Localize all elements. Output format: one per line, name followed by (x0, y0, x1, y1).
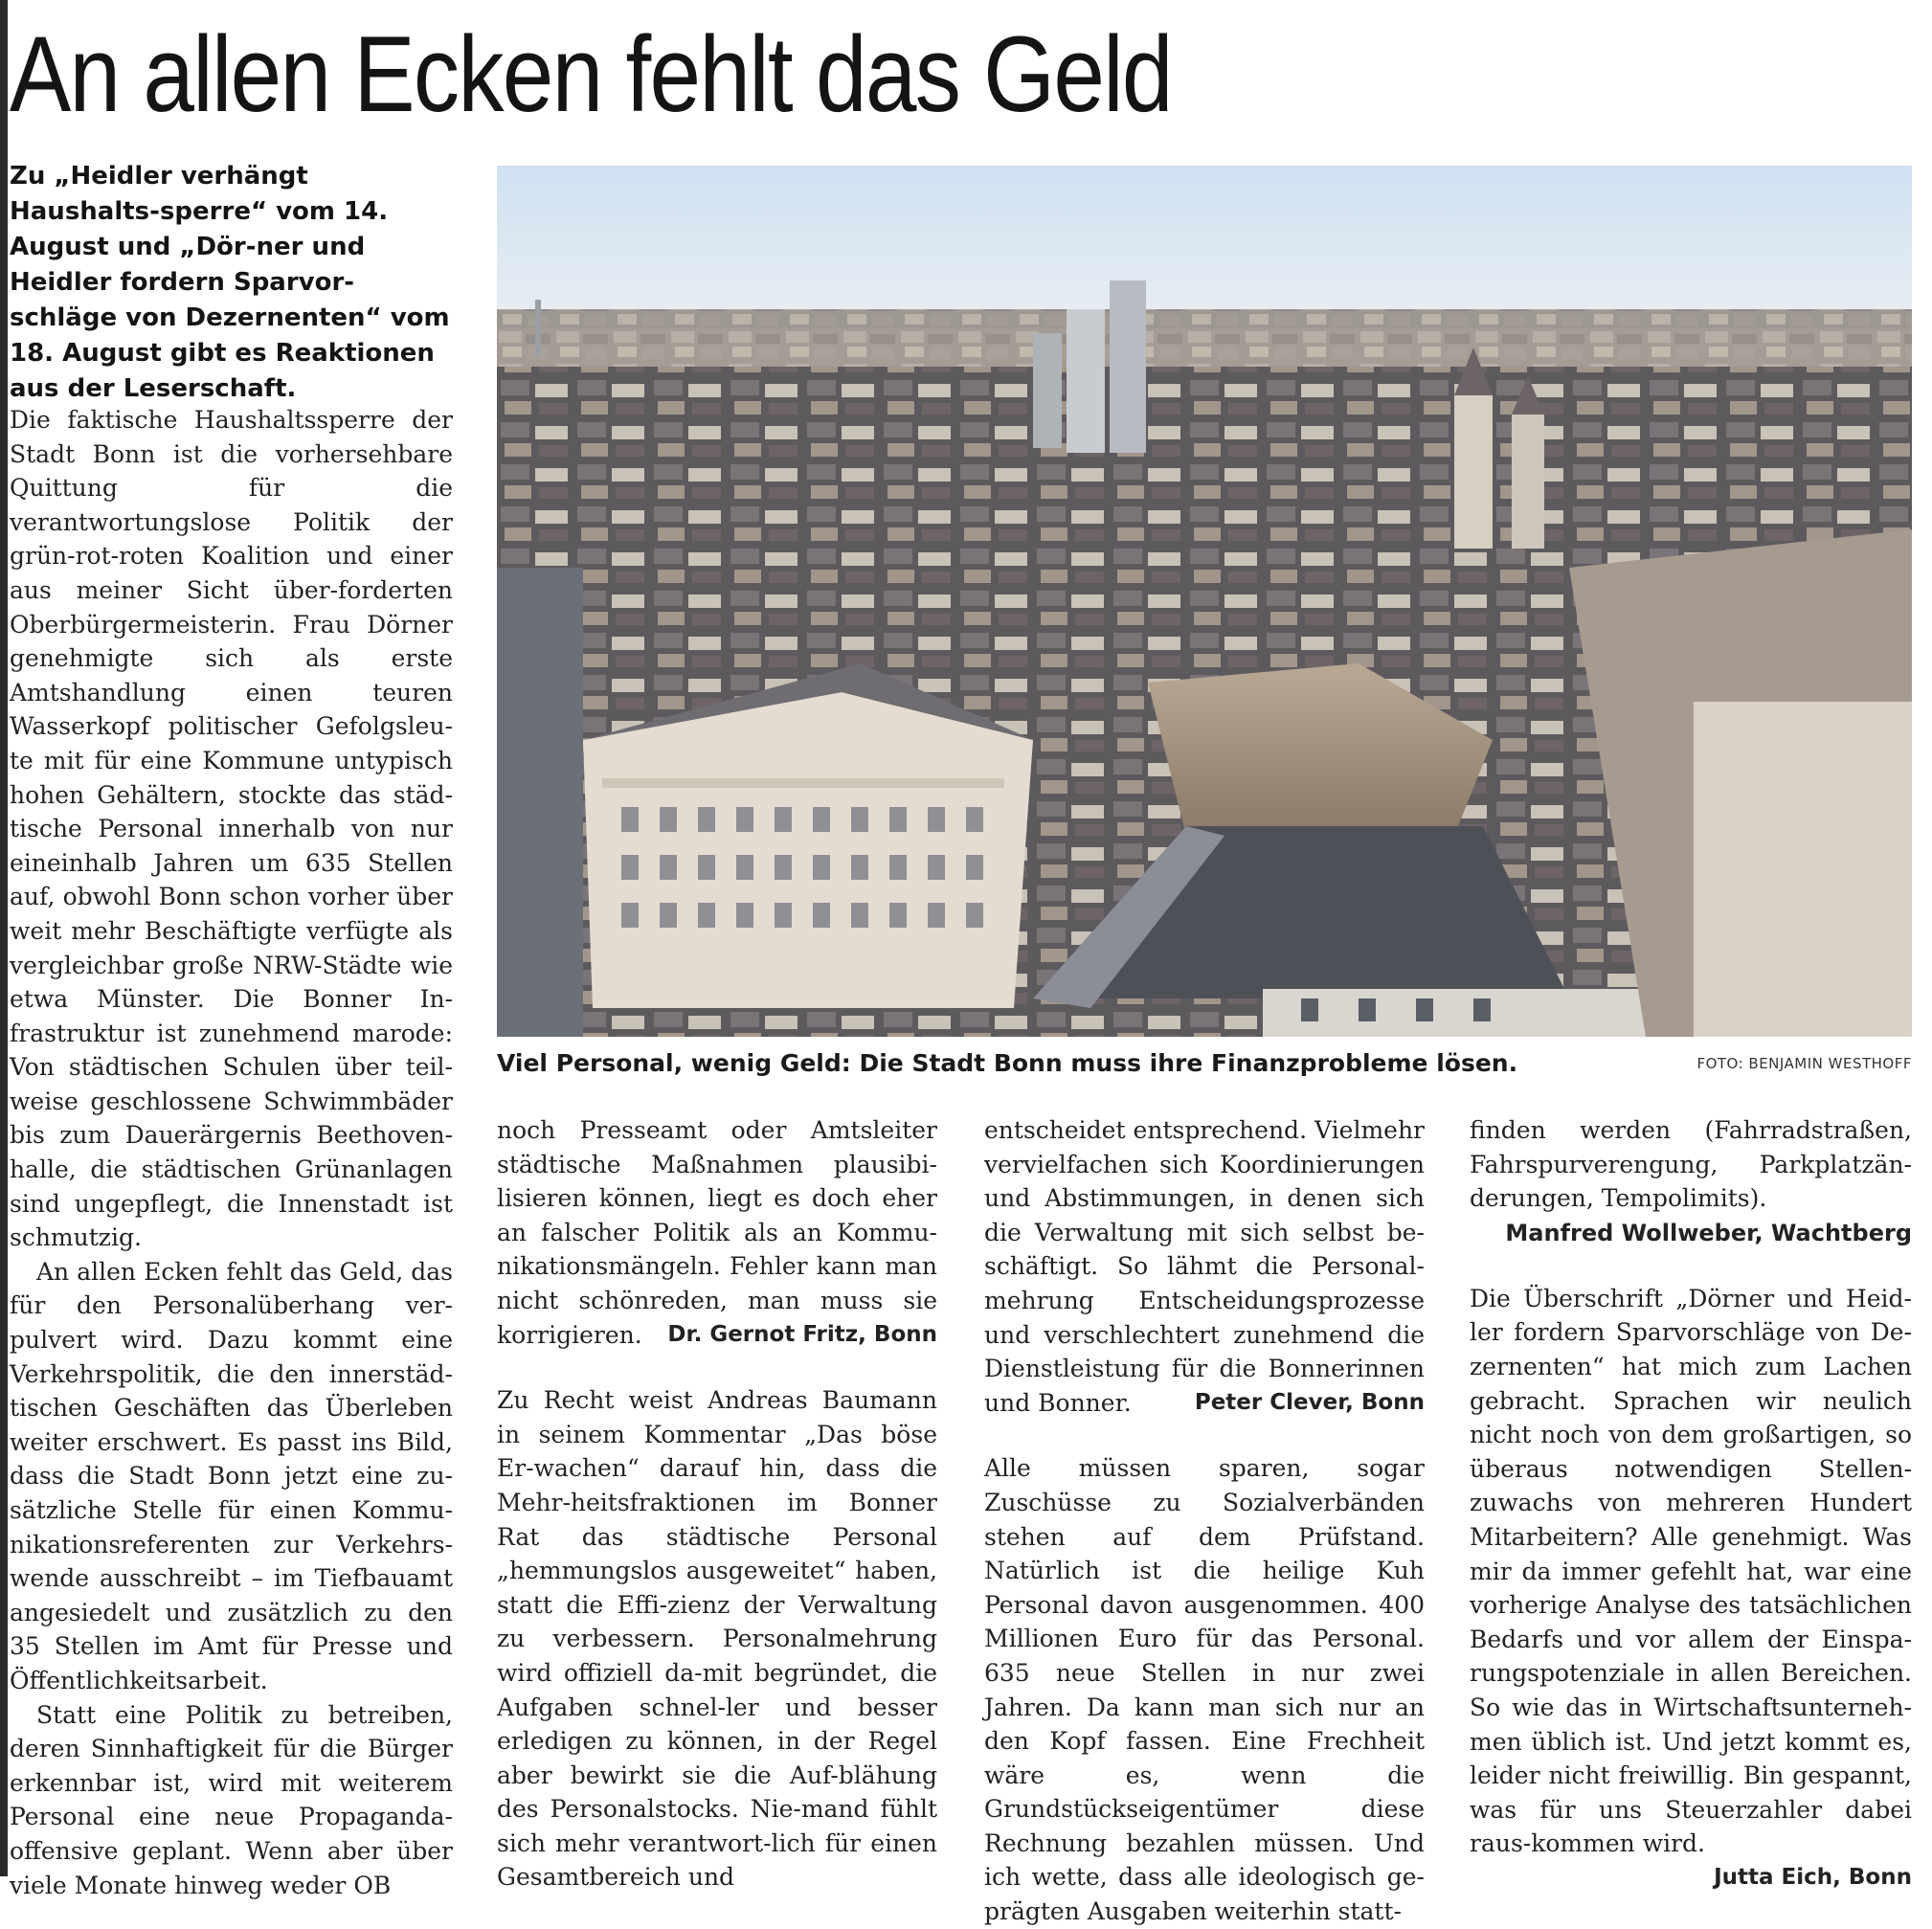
letter-wollweber-paragraph-1: Die faktische Haushaltssperre der Stadt Bonn ist die vorhersehbare Quittung für die verantwortungslose Politik der grün-rot-roten Koalition und einer aus meiner Sicht über-forderten Oberbürgermeisterin. Frau Dörner genehmigte sich als erste Amtshandlung einen teuren Wasserkopf politischer Gefolgsleu-te mit für eine Kommune untypisch hohen Gehältern, stockte das städ-tische Personal innerhalb von nur eineinhalb Jahren um 635 Stellen auf, obwohl Bonn schon vorher über weit mehr Beschäftigte verfügte als vergleichbar große NRW-Städte wie etwa Münster. Die Bonner In-frastruktur ist zunehmend marode: Von städtischen Schulen über teil-weise geschlossene Schwimmbäder bis zum Dauerärgernis Beethoven-halle, die städtischen Grünanlagen sind ungepflegt, die Innenstadt ist schmutzig. (10, 406, 453, 1252)
photo-caption: Viel Personal, wenig Geld: Die Stadt Bonn muss ihre Finanzprobleme lösen. (497, 1049, 1518, 1077)
letter-clever-paragraph-1: Zu Recht weist Andreas Baumann in seinem Kommentar „Das böse Er-wachen“ darauf hin, dass die Mehr-heitsfraktionen im Bonner Rat das städtische Personal „hemmungslos ausgeweitet“ haben, statt die Effi-zienz der Verwaltung zu verbessern. Personalmehrung wird offiziell da-mit begründet, die Aufgaben schnel-ler und besser erledigen zu können, in der Regel aber bewirkt sie die Auf-blähung des Personalstocks. Nie-mand fühlt sich mehr verantwort-lich für einen Gesamtbereich und (497, 1386, 937, 1892)
letter-allemuessen-text: Alle müssen sparen, sogar Zuschüsse zu Sozialverbänden stehen auf dem Prüfstand. Natürlich ist die heilige Kuh Personal davon ausgenommen. 400 Millionen Euro für das Personal. 635 neue Stellen in nur zwei Jahren. Da kann man sich nur an den Kopf fassen. Eine Frechheit wäre es, wenn die Grundstückseigentümer diese Rechnung bezahlen müssen. Und ich wette, dass alle ideologisch ge-prägten Ausgaben weiterhin statt- (984, 1454, 1425, 1926)
letter-fritz-signature: Dr. Gernot Fritz, Bonn (667, 1321, 937, 1347)
photo-credit: FOTO: BENJAMIN WESTHOFF (1696, 1055, 1912, 1072)
letter-eich-text (1470, 1282, 1912, 1890)
page-edge (0, 0, 8, 1876)
letter-clever-signature: Peter Clever, Bonn (1194, 1389, 1425, 1415)
city-photo (497, 166, 1912, 1037)
letter-clever-paragraph-2 (984, 1113, 1425, 1420)
photo-caption-bar (497, 1049, 1912, 1082)
headline: An allen Ecken fehlt das Geld (10, 14, 1172, 134)
letter-wollweber-paragraph-3: Statt eine Politik zu betreiben, deren Sinnhaftigkeit für die Bürger erkennbar ist, wird mit weiterem Personal eine neue Propaganda-offensive geplant. Wenn aber über viele Monate hinweg weder OB (10, 1700, 453, 1899)
column-1 (10, 403, 453, 1902)
letter-eich-signature: Jutta Eich, Bonn (1714, 1864, 1912, 1890)
intro-text: Zu „Heidler verhängt Haushalts-sperre“ vom 14. August und „Dör-ner und Heidler fordern Sparvor-schläge von Dezernenten“ vom 18. August gibt es Reaktionen aus der Leserschaft. (10, 162, 450, 403)
letter-wollweber-paragraph-2: An allen Ecken fehlt das Geld, das für den Personalüberhang ver-pulvert wird. Dazu kommt eine Verkehrspolitik, die den innerstäd-tischen Geschäften das Überleben weiter erschwert. Es passt ins Bild, dass die Stadt Bonn jetzt eine zu-sätzliche Stelle für einen Kommu-nikationsreferenten zur Verkehrs-wende ausschreibt – im Tiefbauamt angesiedelt und zusätzlich zu den 35 Stellen im Amt für Presse und Öffentlichkeitsarbeit. (10, 1257, 453, 1694)
column-2 (497, 1113, 937, 1895)
letter-wollweber-paragraph-4: finden werden (Fahrradstraßen, Fahrspurverengung, Parkplatzän-derungen, Tempolimits). (1470, 1116, 1912, 1213)
letter-clever-body: entscheidet entsprechend. Vielmehr vervielfachen sich Koordinierungen und Abstimmungen, in denen sich die Verwaltung mit sich selbst be-schäftigt. So lähmt die Personal-mehrung Entscheidungsprozesse und verschlechtert zunehmend die Dienstleistung für die Bonnerinnen und Bonner. (984, 1116, 1425, 1417)
letter-wollweber-signature: Manfred Wollweber, Wachtberg (1505, 1219, 1912, 1246)
column-3 (984, 1113, 1425, 1929)
bonn-aerial-photo-image (497, 166, 1912, 1037)
column-4 (1470, 1113, 1912, 1895)
letter-eich-body: Die Überschrift „Dörner und Heid-ler fordern Sparvorschläge von De-zernenten“ hat mich zum Lachen gebracht. Sprachen wir neulich nicht noch von dem großartigen, so überaus notwendigen Stellen-zuwachs von mehreren Hundert Mitarbeitern? Alle genehmigt. Was mir da immer gefehlt hat, war eine vorherige Analyse des tatsächlichen Bedarfs und vor allem der Einspa-rungspotenziale in allen Bereichen. So wie das in Wirtschaftsunterneh-men üblich ist. Und jetzt kommt es, leider nicht freiwillig. Bin gespannt, was für uns Steuerzahler dabei raus-kommen wird. (1470, 1284, 1912, 1858)
letter-fritz-body: noch Presseamt oder Amtsleiter städtische Maßnahmen plausibi-lisieren können, liegt es doch eher an falscher Politik als an Kommu-nikationsmängeln. Fehler kann man nicht schönreden, man muss sie korrigieren. (497, 1116, 937, 1349)
letter-fritz-text (497, 1113, 937, 1352)
